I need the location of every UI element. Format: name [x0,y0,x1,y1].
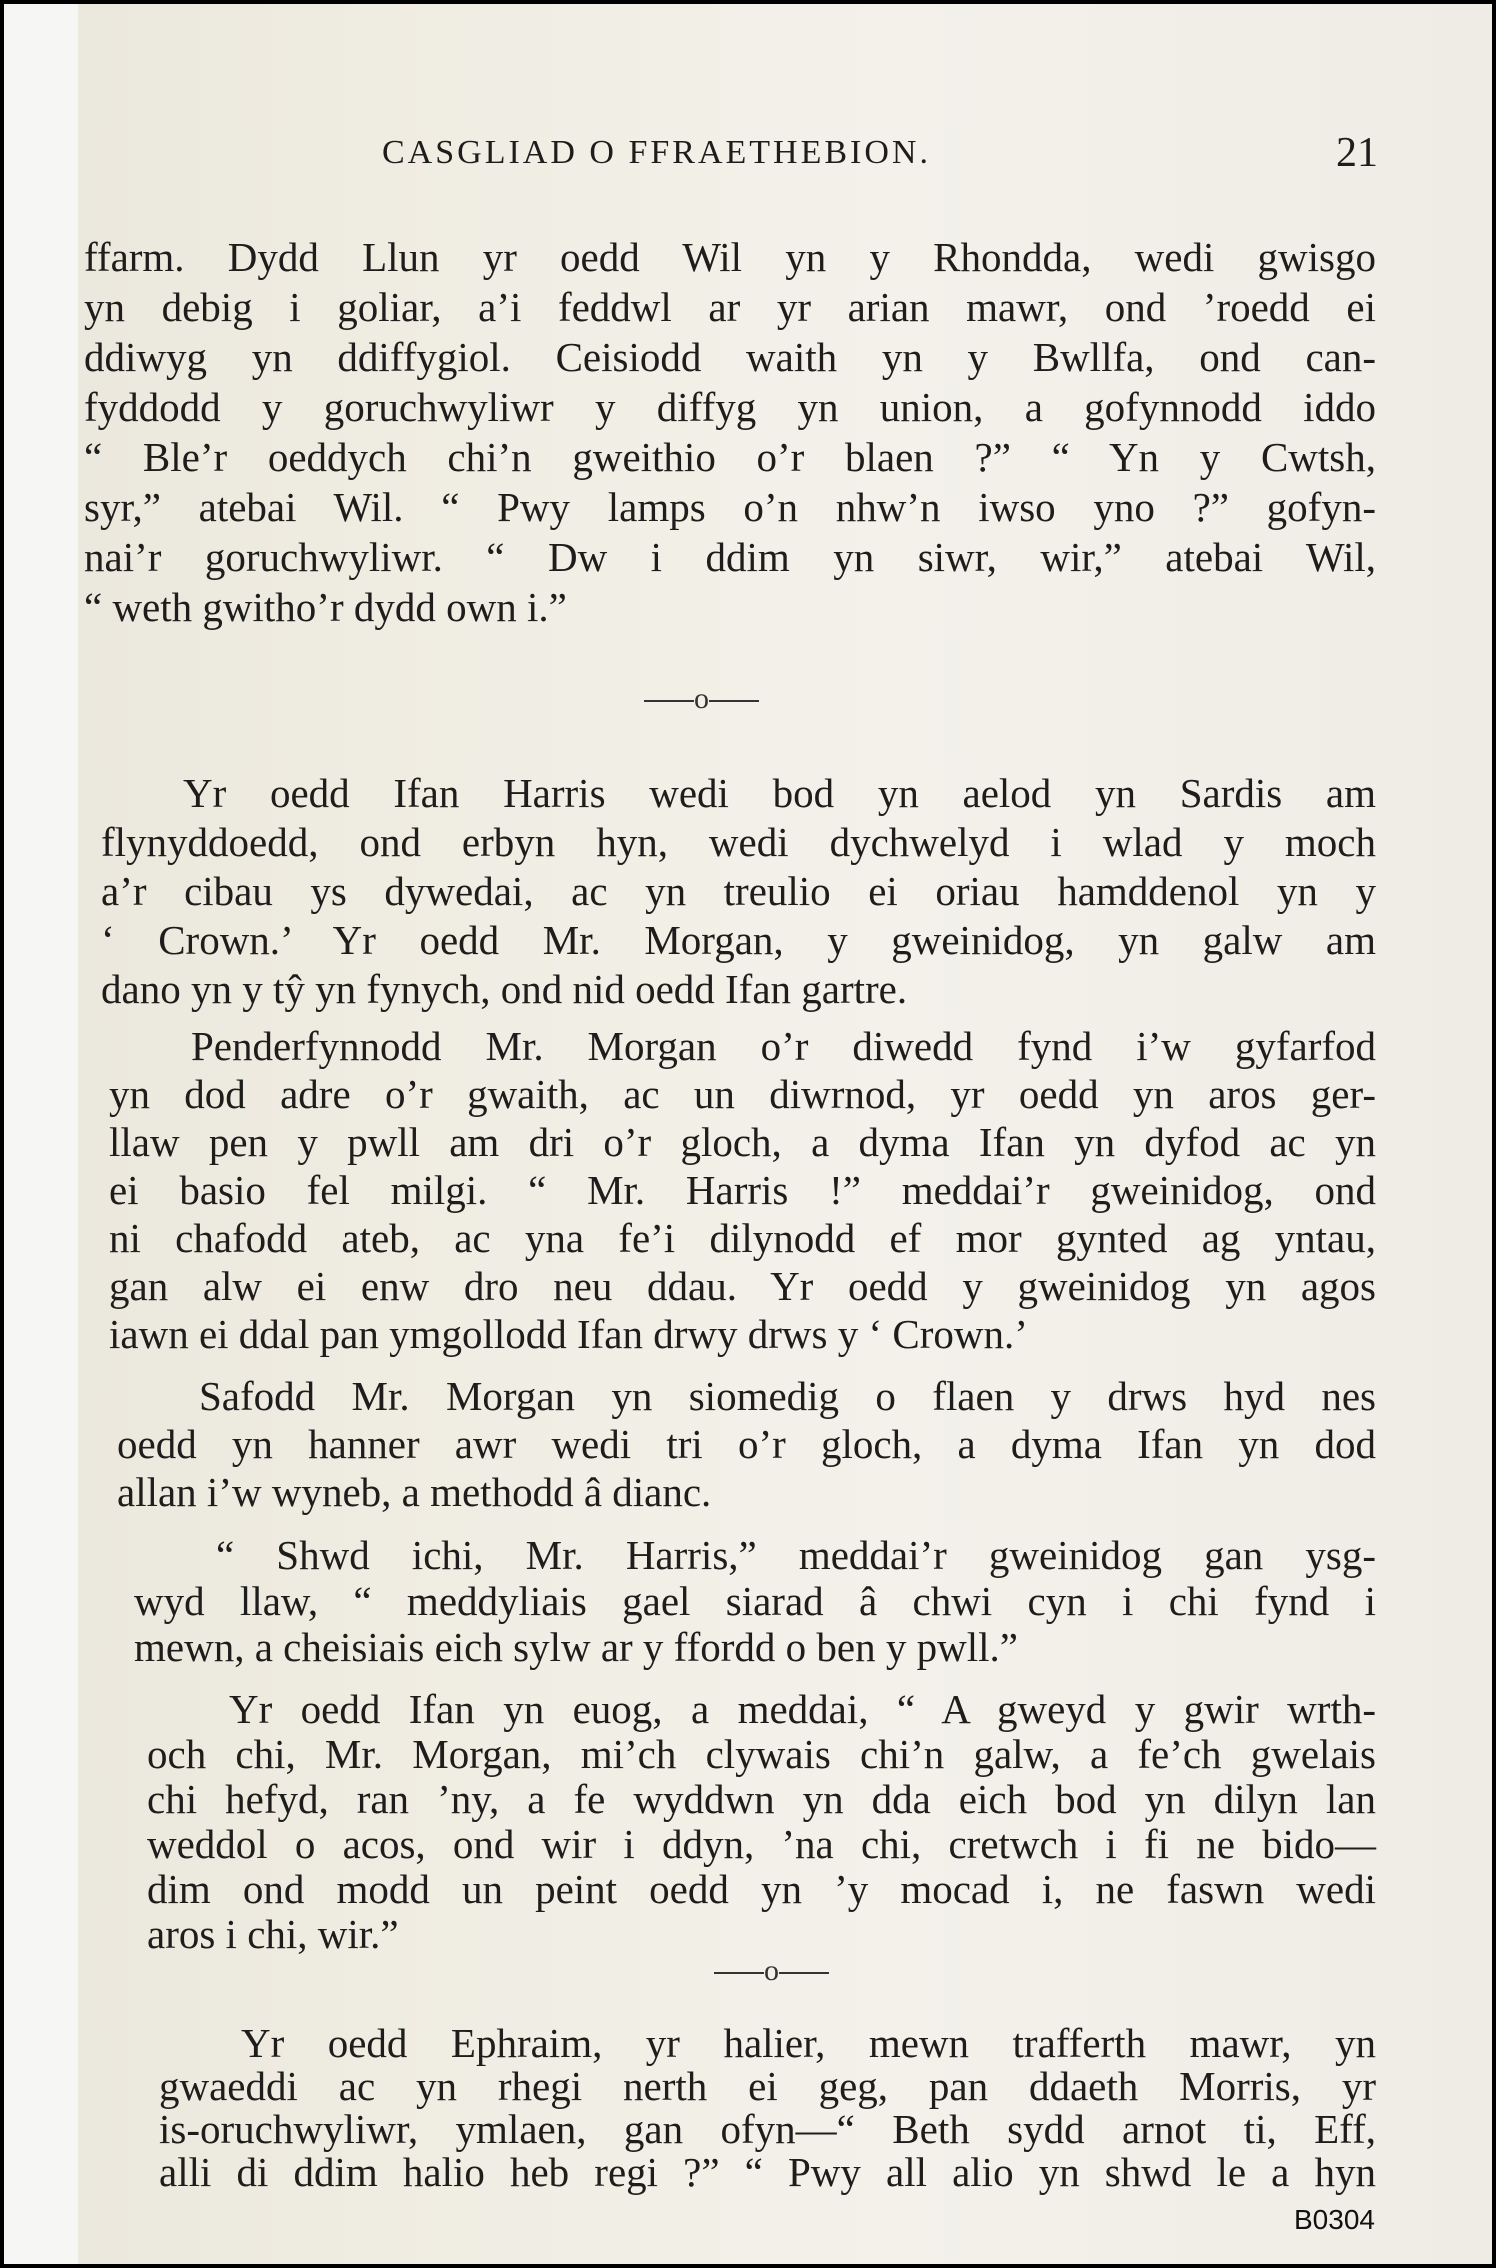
text-line: fyddodd y goruchwyliwr y diffyg yn union, a gofynnodd iddo [84,384,1376,430]
text-line: Yr oedd Ifan yn euog, a meddai, “ A gweyd y gwir wrth- [229,1686,1376,1732]
paragraph-1 [84,232,1376,632]
scan-margin [4,4,78,2264]
paragraph-4 [117,1372,1376,1516]
text-line: Safodd Mr. Morgan yn siomedig o flaen y drws hyd nes [199,1373,1376,1419]
text-line: flynyddoedd, ond erbyn hyn, wedi dychwelyd i wlad y moch [101,819,1376,865]
text-line: chi hefyd, ran ’ny, a fe wyddwn yn dda eich bod yn dilyn lan [147,1776,1376,1822]
text-line: mewn, a cheisiais eich sylw ar y ffordd o ben y pwll.” [134,1624,1018,1670]
text-line: yn debig i goliar, a’i feddwl ar yr arian mawr, ond ’roedd ei [84,284,1376,330]
section-divider: o [714,1954,829,1988]
paragraph-3 [109,1022,1376,1358]
text-line: wyd llaw, “ meddyliais gael siarad â chwi cyn i chi fynd i [134,1578,1376,1624]
text-line: gan alw ei enw dro neu ddau. Yr oedd y gweinidog yn agos [109,1263,1376,1309]
text-line: ni chafodd ateb, ac yna fe’i dilynodd ef mor gynted ag yntau, [109,1215,1376,1261]
text-line: yn dod adre o’r gwaith, ac un diwrnod, yr oedd yn aros ger- [109,1071,1376,1117]
text-line: nai’r goruchwyliwr. “ Dw i ddim yn siwr, wir,” atebai Wil, [84,534,1376,580]
text-line: a’r cibau ys dywedai, ac yn treulio ei oriau hamddenol yn y [101,868,1376,914]
text-line: dim ond modd un peint oedd yn ’y mocad i, ne faswn wedi [147,1866,1376,1912]
text-line: oedd yn hanner awr wedi tri o’r gloch, a dyma Ifan yn dod [117,1421,1376,1467]
text-line: Penderfynnodd Mr. Morgan o’r diwedd fynd i’w gyfarfod [191,1023,1376,1069]
text-line: “ Ble’r oeddych chi’n gweithio o’r blaen ?” “ Yn y Cwtsh, [84,434,1376,480]
text-line: ffarm. Dydd Llun yr oedd Wil yn y Rhondda, wedi gwisgo [84,234,1376,280]
text-line: ‘ Crown.’ Yr oedd Mr. Morgan, y gweinidog, yn galw am [101,917,1376,963]
text-line: ddiwyg yn ddiffygiol. Ceisiodd waith yn y Bwllfa, ond can- [84,334,1376,380]
book-page [4,4,1492,2264]
text-line: alli di ddim halio heb regi ?” “ Pwy all alio yn shwd le a hyn [159,2149,1376,2195]
text-line: iawn ei ddal pan ymgollodd Ifan drwy drws y ‘ Crown.’ [109,1311,1028,1357]
text-line: dano yn y tŷ yn fynych, ond nid oedd Ifan gartre. [101,966,908,1012]
text-line: is-oruchwyliwr, ymlaen, gan ofyn—“ Beth sydd arnot ti, Eff, [159,2106,1376,2152]
scan-reference-code: B0304 [1294,2204,1375,2235]
text-line: allan i’w wyneb, a methodd â dianc. [117,1469,712,1515]
text-line: gwaeddi ac yn rhegi nerth ei geg, pan ddaeth Morris, yr [159,2063,1376,2109]
text-line: syr,” atebai Wil. “ Pwy lamps o’n nhw’n iwso yno ?” gofyn- [84,484,1376,530]
text-line: Yr oedd Ephraim, yr halier, mewn trafferth mawr, yn [241,2020,1376,2066]
text-line: llaw pen y pwll am dri o’r gloch, a dyma Ifan yn dyfod ac yn [109,1119,1376,1165]
text-line: weddol o acos, ond wir i ddyn, ’na chi, cretwch i fi ne bido— [147,1821,1376,1867]
paragraph-5 [134,1532,1376,1670]
paragraph-7 [159,2022,1376,2194]
text-line: “ Shwd ichi, Mr. Harris,” meddai’r gweinidog gan ysg- [216,1532,1376,1578]
text-line: och chi, Mr. Morgan, mi’ch clywais chi’n galw, a fe’ch gwelais [147,1731,1376,1777]
text-line: “ weth gwitho’r dydd own i.” [84,584,567,630]
page-number: 21 [1336,130,1378,176]
paragraph-2 [101,769,1376,1014]
running-header: CASGLIAD O FFRAETHEBION. [382,134,931,171]
text-line: aros i chi, wir.” [147,1911,399,1957]
paragraph-6 [147,1687,1376,1957]
text-line: Yr oedd Ifan Harris wedi bod yn aelod yn Sardis am [183,770,1376,816]
section-divider: o [644,682,759,716]
text-line: ei basio fel milgi. “ Mr. Harris !” meddai’r gweinidog, ond [109,1167,1376,1213]
